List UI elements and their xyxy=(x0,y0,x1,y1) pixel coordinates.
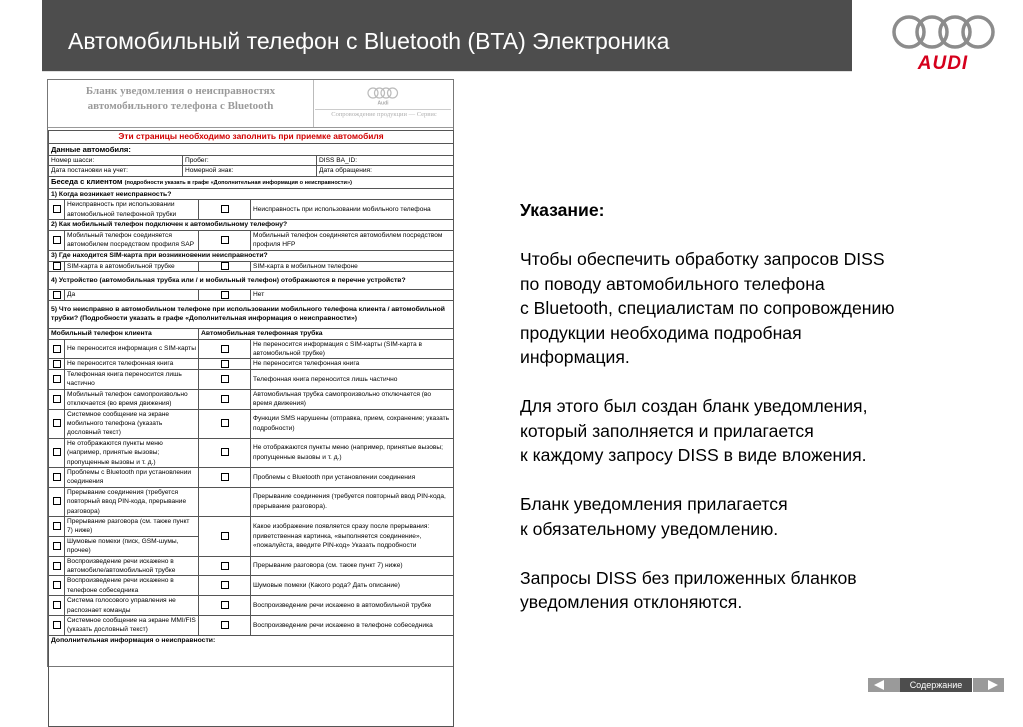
column-header-car-handset: Автомобильная телефонная трубка xyxy=(199,328,454,339)
form-title: Бланк уведомления о неисправностях автомобильного телефона с Bluetooth xyxy=(85,85,276,112)
checkbox[interactable] xyxy=(199,467,251,487)
checkbox[interactable] xyxy=(49,487,65,516)
checkbox[interactable] xyxy=(199,576,251,596)
slide-navigation xyxy=(868,678,1004,692)
checkbox[interactable] xyxy=(49,438,65,467)
option-label: Не отображаются пункты меню (например, принятые вызовы; пропущенные вызовы и т. д.) xyxy=(65,438,199,467)
checkbox[interactable] xyxy=(199,200,251,220)
option-label: Воспроизведение речи искажено в автомобильной трубке xyxy=(251,596,454,616)
question-1: 1) Когда возникает неисправность? xyxy=(49,189,454,200)
column-header-mobile: Мобильный телефон клиента xyxy=(49,328,199,339)
checkbox[interactable] xyxy=(199,339,251,359)
audi-wordmark: AUDI xyxy=(917,53,969,74)
note-heading: Указание: xyxy=(520,200,605,220)
option-label: Телефонная книга переносится лишь частично xyxy=(65,369,199,389)
form-audi-logo-icon xyxy=(365,86,401,106)
checkbox[interactable] xyxy=(49,467,65,487)
question-2: 2) Как мобильный телефон подключен к автомобильному телефону? xyxy=(49,220,454,231)
checkbox[interactable] xyxy=(49,536,65,556)
notification-form xyxy=(47,79,454,667)
option-label: SIM-карта в автомобильной трубке xyxy=(65,261,199,271)
option-label: Автомобильная трубка самопроизвольно отключается (во время движения) xyxy=(251,389,454,409)
checkbox[interactable] xyxy=(199,290,251,300)
field-mileage[interactable]: Пробег: xyxy=(183,156,317,166)
note-panel xyxy=(520,198,990,639)
field-diss-ba-id[interactable]: DISS BA_ID: xyxy=(317,156,454,166)
checkbox[interactable] xyxy=(49,389,65,409)
question-4: 4) Устройство (автомобильная трубка или / и мобильный телефон) отображаются в перечне устройств? xyxy=(49,272,454,290)
option-label: Прерывание разговора (см. также пункт 7) ниже) xyxy=(65,516,199,536)
note-paragraph: Запросы DISS без приложенных бланков уведомления отклоняются. xyxy=(520,567,857,612)
option-label: Прерывание разговора (см. также пункт 7) ниже) xyxy=(251,556,454,576)
form-logo-text: Audi xyxy=(377,100,389,106)
checkbox[interactable] xyxy=(199,369,251,389)
audi-logo xyxy=(890,14,996,74)
option-label: Мобильный телефон соединяется автомобилем посредством профиля SAP xyxy=(65,231,199,251)
checkbox[interactable] xyxy=(49,409,65,438)
checkbox[interactable] xyxy=(199,616,251,636)
checkbox[interactable] xyxy=(49,290,65,300)
checkbox[interactable] xyxy=(199,389,251,409)
option-label: Прерывание соединения (требуется повторный ввод PIN-кода, прерывание разговора). xyxy=(251,487,454,516)
checkbox[interactable] xyxy=(199,556,251,576)
conversation-title: Беседа с клиентом xyxy=(51,176,123,186)
question-3: 3) Где находится SIM-карта при возникновении неисправности? xyxy=(49,250,454,261)
option-label: Не переносится информация с SIM-карты (SIM-карта в автомобильной трубке) xyxy=(251,339,454,359)
option-label: Телефонная книга переносится лишь частично xyxy=(251,369,454,389)
field-registration-date[interactable]: Дата постановки на учет: xyxy=(49,166,183,176)
option-label: Неисправность при использовании автомобильной телефонной трубки xyxy=(65,200,199,220)
form-header xyxy=(48,80,453,128)
nav-divider xyxy=(972,678,973,692)
question-5: 5) Что неисправно в автомобильном телефоне при использовании мобильного телефона клиента / автомобильной трубки? (Подробности указать в графе «Дополнительная информация о неисправности») xyxy=(49,300,454,328)
checkbox[interactable] xyxy=(199,409,251,438)
checkbox[interactable] xyxy=(49,231,65,251)
checkbox[interactable] xyxy=(199,231,251,251)
option-label: Проблемы с Bluetooth при установлении соединения xyxy=(251,467,454,487)
option-label: Не переносится информация с SIM-карты xyxy=(65,339,199,359)
field-license-plate[interactable]: Номерной знак: xyxy=(183,166,317,176)
option-label: Системное сообщение на экране MMI/FIS (указать дословный текст) xyxy=(65,616,199,636)
option-label: Системное сообщение на экране мобильного телефона (указать дословный текст) xyxy=(65,409,199,438)
checkbox[interactable] xyxy=(49,576,65,596)
option-label: Мобильный телефон соединяется автомобилем посредством профиля HFP xyxy=(251,231,454,251)
title-bar xyxy=(42,0,852,72)
contents-link[interactable]: Содержание xyxy=(900,678,972,692)
option-label: Какое изображение появляется сразу после прерывания: приветственная картинка, «выполняется соединение», «пожалуйста, введите PIN-код» Указать подробности xyxy=(251,516,454,556)
conversation-note: (подробности указать в графе «Дополнительная информация о неисправности») xyxy=(124,179,352,186)
option-label: Мобильный телефон самопроизвольно отключается (во время движения) xyxy=(65,389,199,409)
additional-info-field[interactable]: Дополнительная информация о неисправности: xyxy=(49,635,454,726)
form-subtitle-rule xyxy=(315,109,451,110)
checkbox[interactable] xyxy=(199,487,251,516)
previous-arrow-icon[interactable] xyxy=(874,680,884,690)
checkbox[interactable] xyxy=(49,516,65,536)
checkbox[interactable] xyxy=(49,596,65,616)
option-label: Не переносится телефонная книга xyxy=(251,359,454,369)
conversation-heading xyxy=(49,176,454,188)
option-label: Не отображаются пункты меню (например, принятые вызовы; пропущенные вызовы и т. д.) xyxy=(251,438,454,467)
field-request-date[interactable]: Дата обращения: xyxy=(317,166,454,176)
form-header-divider xyxy=(313,80,314,127)
checkbox[interactable] xyxy=(199,261,251,271)
option-label: Функции SMS нарушены (отправка, прием, сохранение; указать подробности) xyxy=(251,409,454,438)
checkbox[interactable] xyxy=(199,596,251,616)
form-intro: Эти страницы необходимо заполнить при приемке автомобиля xyxy=(49,131,454,144)
form-subtitle: Сопровождение продукции — Сервис xyxy=(331,111,437,118)
checkbox[interactable] xyxy=(49,339,65,359)
checkbox[interactable] xyxy=(199,516,251,556)
checkbox[interactable] xyxy=(49,369,65,389)
note-paragraph: Для этого был создан бланк уведомления, который заполняется и прилагается к каждому запросу DISS в виде вложения. xyxy=(520,396,868,465)
form-table xyxy=(48,130,454,727)
page-title: Автомобильный телефон с Bluetooth (BTA) Электроника xyxy=(68,28,670,54)
option-label: Неисправность при использовании мобильного телефона xyxy=(251,200,454,220)
option-label: Система голосового управления не распознает команды xyxy=(65,596,199,616)
audi-rings-icon xyxy=(890,14,996,50)
checkbox[interactable] xyxy=(199,359,251,369)
next-arrow-icon[interactable] xyxy=(988,680,998,690)
option-label: Шумовые помехи (Какого рода? Дать описание) xyxy=(251,576,454,596)
option-label: Не переносится телефонная книга xyxy=(65,359,199,369)
option-label: Воспроизведение речи искажено в телефоне собеседника xyxy=(65,576,199,596)
option-label: SIM-карта в мобильном телефоне xyxy=(251,261,454,271)
note-paragraph: Бланк уведомления прилагается к обязательному уведомлению. xyxy=(520,494,788,539)
checkbox[interactable] xyxy=(49,261,65,271)
option-label: Нет xyxy=(251,290,454,300)
checkbox[interactable] xyxy=(49,359,65,369)
field-chassis-number[interactable]: Номер шасси: xyxy=(49,156,183,166)
option-label: Проблемы с Bluetooth при установлении соединения xyxy=(65,467,199,487)
option-label: Прерывание соединения (требуется повторный ввод PIN-кода, прерывание разговора) xyxy=(65,487,199,516)
checkbox[interactable] xyxy=(49,200,65,220)
checkbox[interactable] xyxy=(199,438,251,467)
checkbox[interactable] xyxy=(49,556,65,576)
note-paragraph: Чтобы обеспечить обработку запросов DISS по поводу автомобильного телефона с Bluetooth, специалистам по сопровождению продукции необходима подробная информация. xyxy=(520,249,895,367)
option-label: Воспроизведение речи искажено в автомобиле/автомобильной трубке xyxy=(65,556,199,576)
option-label: Да xyxy=(65,290,199,300)
option-label: Шумовые помехи (писк, GSM-шумы, прочее) xyxy=(65,536,199,556)
checkbox[interactable] xyxy=(49,616,65,636)
option-label: Воспроизведение речи искажено в телефоне собеседника xyxy=(251,616,454,636)
vehicle-data-heading: Данные автомобиля: xyxy=(49,144,454,156)
